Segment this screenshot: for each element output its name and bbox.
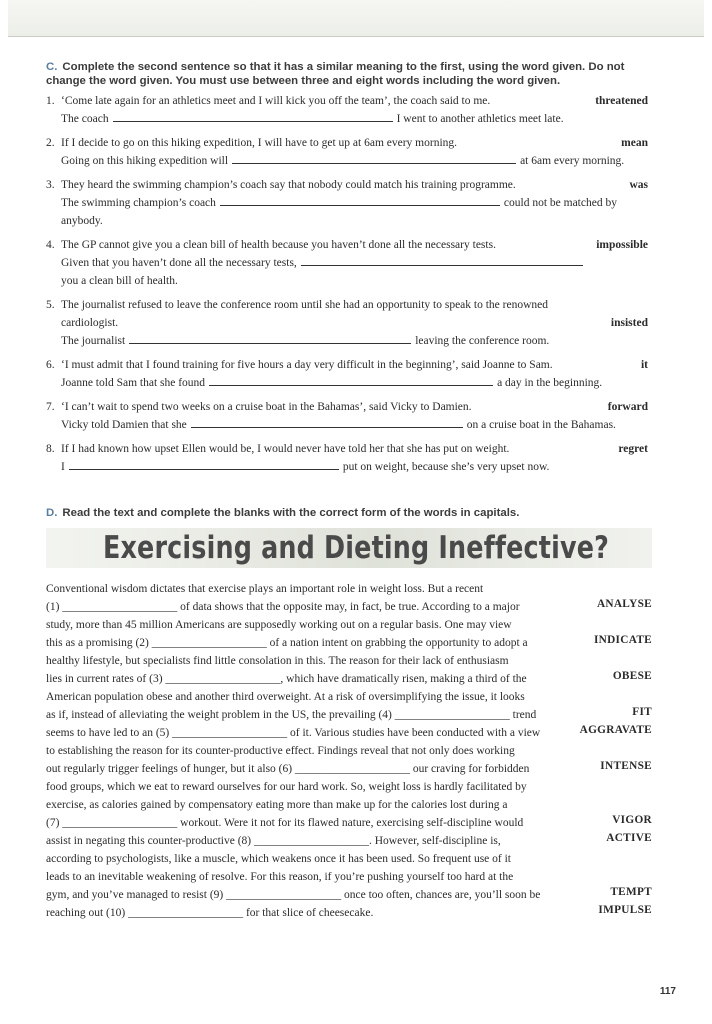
text-line: (7) ____________________ workout. Were it not for its flawed nature, exercising self-discipline would bbox=[46, 817, 524, 829]
answer-blank[interactable] bbox=[129, 333, 411, 344]
capital-word-3: OBESE bbox=[612, 670, 652, 682]
text-line: study, more than 45 million Americans are supposedly working out on a regular basis. One may view bbox=[46, 619, 512, 631]
capital-word-7: VIGOR bbox=[612, 814, 652, 826]
keyword: insisted bbox=[610, 317, 648, 329]
text-line: American population obese and another third overweight. At a risk of oversimplifying the issue, it looks bbox=[46, 691, 525, 703]
capital-word-1: ANALYSE bbox=[596, 598, 652, 610]
section-d-instruction: D. Read the text and complete the blanks with the correct form of the words in capitals. bbox=[46, 507, 520, 519]
text-line: as if, instead of alleviating the weight problem in the US, the prevailing (4) ____________________ trend bbox=[46, 709, 537, 721]
text-line: healthy lifestyle, but specialists find little consolation in this. The reason for their lack of enthusiasm bbox=[46, 655, 509, 667]
capital-word-6: INTENSE bbox=[600, 760, 652, 772]
page-header-band bbox=[8, 0, 704, 37]
capital-word-10: IMPULSE bbox=[598, 904, 652, 916]
keyword: threatened bbox=[595, 95, 648, 107]
answer-blank[interactable] bbox=[69, 459, 339, 470]
text-line: leads to an inevitable weakening of resolve. For this reason, if you’re pushing yourself too hard at the bbox=[46, 871, 514, 883]
text-line: to establishing the reason for its counter-productive effect. Findings reveal that not only does working bbox=[46, 745, 515, 757]
keyword: was bbox=[629, 179, 648, 191]
capital-word-8: ACTIVE bbox=[606, 832, 652, 844]
answer-blank[interactable] bbox=[220, 195, 500, 206]
answer-blank[interactable] bbox=[232, 153, 516, 164]
capital-word-5: AGGRAVATE bbox=[579, 724, 652, 736]
capital-word-4: FIT bbox=[632, 706, 652, 718]
text-line: lies in current rates of (3) ____________________, which have dramatically risen, making a third of the bbox=[46, 673, 527, 685]
keyword: impossible bbox=[596, 239, 648, 251]
answer-blank[interactable] bbox=[301, 255, 583, 266]
text-line: assist in negating this counter-productive (8) ____________________. However, self-discipline is, bbox=[46, 835, 501, 847]
article-title: Exercising and Dieting Ineffective? bbox=[102, 530, 610, 566]
answer-blank[interactable] bbox=[209, 375, 493, 386]
text-line: Conventional wisdom dictates that exercise plays an important role in weight loss. But a recent bbox=[46, 583, 484, 595]
capital-word-9: TEMPT bbox=[610, 886, 652, 898]
keyword: it bbox=[640, 359, 648, 371]
keyword: mean bbox=[621, 137, 648, 149]
text-line: out regularly trigger feelings of hunger, but it also (6) ____________________ our craving for forbidden bbox=[46, 763, 530, 775]
text-line: reaching out (10) ____________________ for that slice of cheesecake. bbox=[46, 907, 374, 919]
text-line: this as a promising (2) ____________________ of a nation intent on grabbing the opportunity to adopt a bbox=[46, 637, 528, 649]
text-line: gym, and you’ve managed to resist (9) ____________________ once too often, chances are, you’ll soon be bbox=[46, 889, 541, 901]
text-line: food groups, which we eat to reward ourselves for our hard work. So, weight loss is hardly facilitated by bbox=[46, 781, 527, 793]
answer-blank[interactable] bbox=[113, 111, 393, 122]
text-line: (1) ____________________ of data shows that the opposite may, in fact, be true. According to a major bbox=[46, 601, 520, 613]
keyword: regret bbox=[618, 443, 648, 455]
page-number: 117 bbox=[659, 986, 676, 997]
keyword: forward bbox=[607, 401, 648, 413]
section-c-letter: C. bbox=[46, 61, 58, 73]
answer-blank[interactable] bbox=[191, 417, 463, 428]
capital-word-2: INDICATE bbox=[593, 634, 652, 646]
text-line: according to psychologists, like a muscle, which weakens once it has been used. So frequent use of it bbox=[46, 853, 511, 865]
section-c-instruction: C. Complete the second sentence so that it has a similar meaning to the first, using the word given. Do not change the word given. You must use between three and eight words including the word given. bbox=[46, 61, 625, 87]
text-line: seems to have led to an (5) ____________________ of it. Various studies have been conducted with a view bbox=[46, 727, 541, 739]
text-line: exercise, as calories gained by compensatory eating more than make up for the calories lost during a bbox=[46, 799, 508, 811]
section-d-letter: D. bbox=[46, 507, 58, 519]
